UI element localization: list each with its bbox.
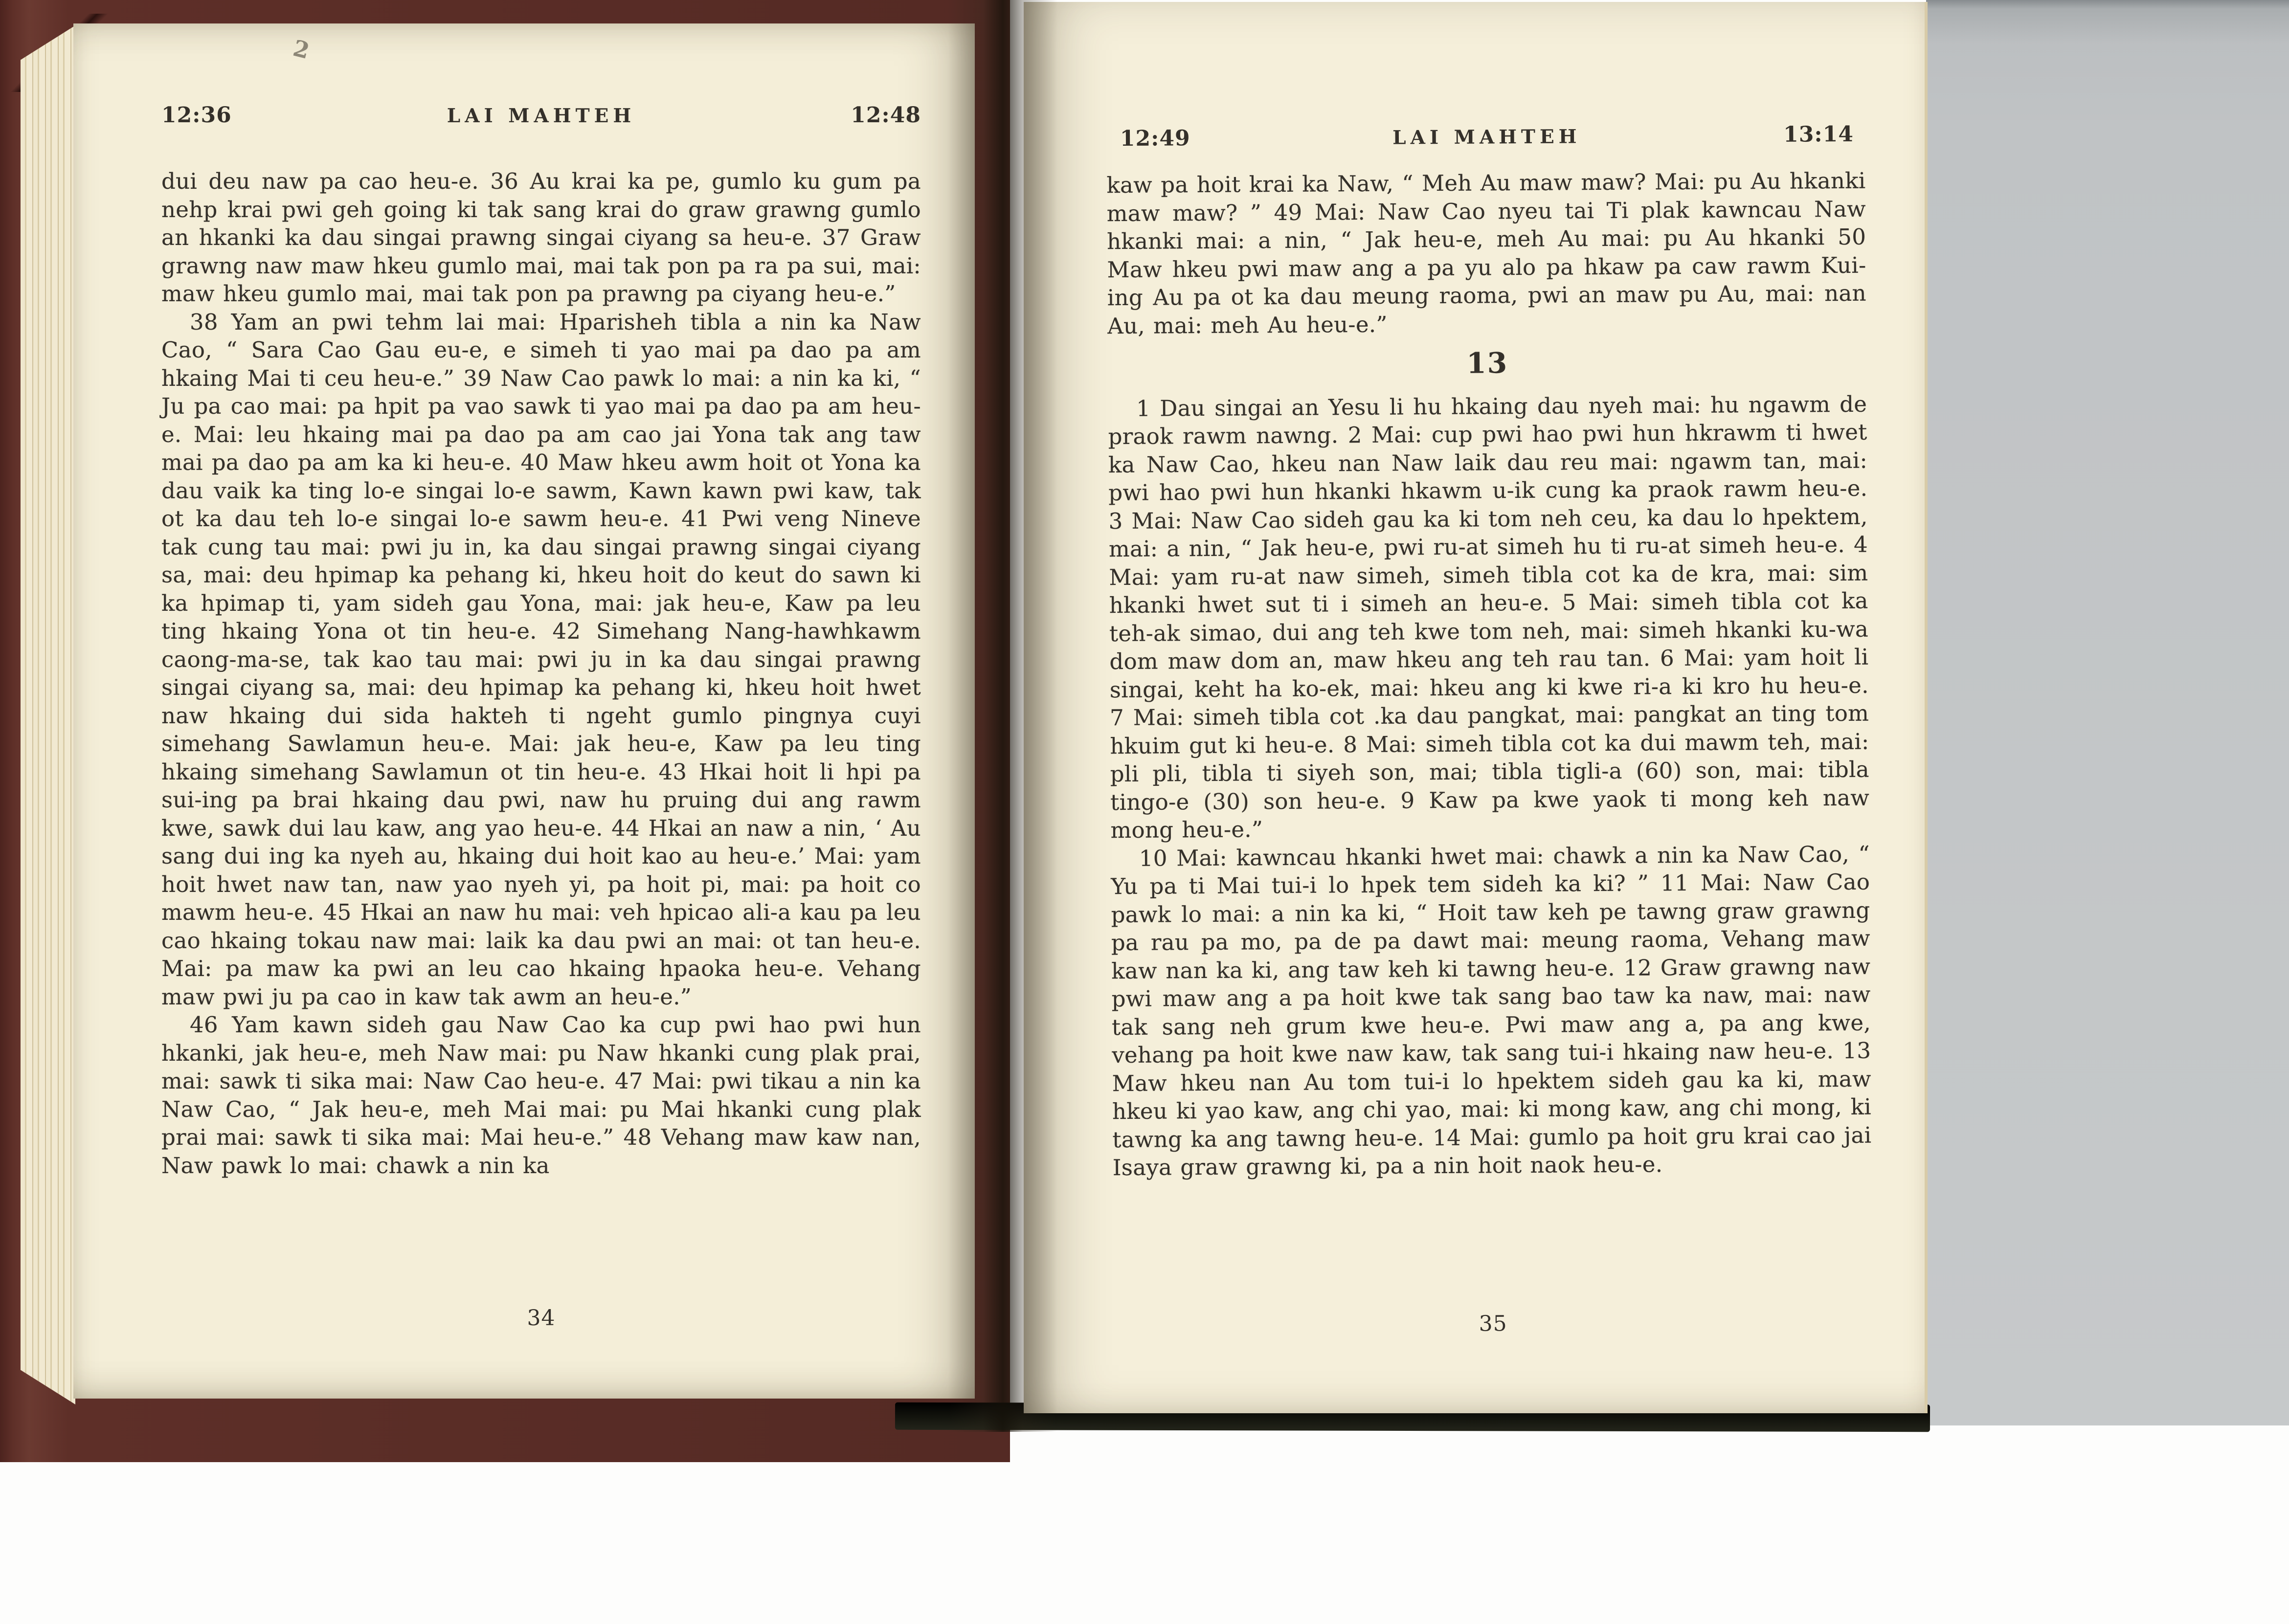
- right-running-title: LAI MAHTEH: [1392, 125, 1581, 149]
- right-header-verse-start: 12:49: [1120, 126, 1190, 152]
- pencil-mark: 2: [290, 34, 313, 65]
- body-paragraph: 1 Dau singai an Yesu li hu hkaing dau nyeh mai: hu ngawm de praok rawm nawng. 2 Mai: cup pwi hao pwi hun hkrawm ti hwet ka Naw Cao, hkeu nan Naw laik dau reu mai: ngawm tan, mai: pwi hao pwi hun hkanki hkawm u-ik cung ka praok rawm heu-e. 3 Mai: Naw Cao sideh gau ka ki tom neh ceu, ka dau lo hpektem, mai: a nin, “ Jak heu-e, pwi ru-at simeh hu ti ru-at simeh heu-e. 4 Mai: yam ru-at naw simeh, simeh tibla cot ka de kra, mai: sim hkanki hwet sut ti i simeh an heu-e. 5 Mai: simeh tibla cot ka teh-ak simao, dui ang teh kwe tom neh, mai: simeh hkanki ku-wa dom maw dom an, maw hkeu ang teh rau tan. 6 Mai: yam hoit li singai, keht ha ko-ek, mai: hkeu ang ki kwe ri-a ki kro hu heu-e. 7 Mai: simeh tibla cot .ka dau pangkat, mai: pangkat an ting tom hkuim gut ki heu-e. 8 Mai: simeh tibla cot ka dui mawm teh, mai: pli pli, tibla ti siyeh son, mai; tibla tigli-a (60) son, mai: tibla tingo-e (30) son heu-e. 9 Kaw pa kwe yaok ti mong keh naw mong heu-e.”: [1108, 391, 1870, 844]
- left-running-title: LAI MAHTEH: [447, 105, 636, 127]
- right-header-verse-end: 13:14: [1783, 121, 1854, 147]
- right-page-number: 35: [1479, 1311, 1507, 1336]
- body-paragraph: 46 Yam kawn sideh gau Naw Cao ka cup pwi hao pwi hun hkanki, jak heu-e, meh Naw mai: pu Naw hkanki cung plak prai, mai: sawk ti sika mai: Naw Cao heu-e. 47 Mai: pwi tikau a nin ka Naw Cao, “ Jak heu-e, meh Mai mai: pu Mai hkanki cung plak prai mai: sawk ti sika mai: Mai heu-e.” 48 Vehang maw kaw nan, Naw pawk lo mai: chawk a nin ka: [161, 1012, 921, 1179]
- left-header-verse-end: 12:48: [851, 103, 921, 128]
- chapter-number: 13: [1466, 346, 1508, 380]
- body-paragraph: 38 Yam an pwi tehm lai mai: Hparisheh tibla a nin ka Naw Cao, “ Sara Cao Gau eu-e, e simeh ti yao mai pa dao pa am hkaing Mai ti ceu heu-e.” 39 Naw Cao pawk lo mai: a nin ka ki, “ Ju pa cao mai: pa hpit pa vao sawk ti yao mai pa dao pa am heu-e. Mai: leu hkaing mai pa dao pa am cao jai Yona tak ang taw mai pa dao pa am ka ki heu-e. 40 Maw hkeu awm hoit ot Yona ka dau vaik ka ting lo-e singai lo-e sawm, Kawn kawn pwi kaw, tak ot ka dau teh lo-e singai lo-e sawm heu-e. 41 Pwi veng Nineve tak cung tau mai: pwi ju in, ka dau singai prawng singai ciyang sa, mai: deu hpimap ka pehang ki, hkeu hoit do keut do sawn ki ka hpimap ti, yam sideh gau Yona, mai: jak heu-e, Kaw pa leu ting hkaing Yona ot tin heu-e. 42 Simehang Nang-hawhkawm caong-ma-se, tak kao tau mai: pwi ju in ka dau singai prawng singai ciyang sa, mai: deu hpimap ka pehang ki, hkeu hoit hwet naw hkaing dui sida hakteh ti ngeht gumlo pingnya cuyi simehang Sawlamun heu-e. Mai: jak heu-e, Kaw pa leu ting hkaing simehang Sawlamun ot tin heu-e. 43 Hkai hoit li hpi pa sui-ing pa brai hkaing dau pwi, naw hu pruing dui ang rawm kwe, sawk dui lau kaw, ang yao heu-e. 44 Hkai an naw a nin, ‘ Au sang dui ing ka nyeh au, hkaing dui hoit kao au heu-e.’ Mai: yam hoit hwet naw tan, naw yao nyeh yi, pa hoit pi, mai: pa hoit co mawm heu-e. 45 Hkai an naw hu mai: veh hpicao ali-a kau pa leu cao hkaing tokau naw mai: laik ka dau pwi an mai: ot tan heu-e. Mai: pa maw ka pwi an leu cao hkaing hpaoka heu-e. Vehang maw pwi ju pa cao in kaw tak awm an heu-e.”: [161, 309, 921, 1010]
- body-paragraph: kaw pa hoit krai ka Naw, “ Meh Au maw maw? Mai: pu Au hkanki maw maw? ” 49 Mai: Naw Cao nyeu tai Ti plak kawncau Naw hkanki mai: a nin, “ Jak heu-e, meh Au mai: pu Au hkanki 50 Maw hkeu pwi maw ang a pa yu alo pa hkaw pa caw rawm Kui-ing Au pa ot ka dau meung raoma, pwi an maw pu Au, mai: nan Au, mai: meh Au heu-e.”: [1106, 167, 1867, 339]
- left-page-body: [161, 167, 921, 1179]
- left-page-header: [161, 103, 921, 128]
- body-paragraph: 10 Mai: kawncau hkanki hwet mai: chawk a nin ka Naw Cao, “ Yu pa ti Mai tui-i lo hpek tem sideh ka ki? ” 11 Mai: Naw Cao pawk lo mai: a nin ka ki, “ Hoit taw keh pe tawng graw grawng pa rau pa mo, pa de pa dawt mai: meung raoma, Vehang maw kaw nan ka ki, ang taw keh ki tawng heu-e. 12 Graw grawng naw pwi maw ang a pa hoit kwe tak sang bao taw ka naw, mai: naw tak sang neh grum kwe heu-e. Pwi maw ang a, pa ang kwe, vehang pa hoit kwe naw kaw, tak sang tui-i hkaing naw heu-e. 13 Maw hkeu nan Au tom tui-i lo hpektem sideh gau ka ki, maw hkeu ki yao kaw, ang chi yao, mai: ki mong kaw, ang chi mong, ki tawng ka ang tawng heu-e. 14 Mai: gumlo pa hoit gru krai cao jai Isaya graw grawng ki, pa a nin hoit naok heu-e.: [1111, 841, 1872, 1181]
- body-paragraph: dui deu naw pa cao heu-e. 36 Au krai ka pe, gumlo ku gum pa nehp krai pwi geh going ki tak sang krai do graw grawng gumlo an hkanki ka dau singai prawng singai ciyang sa heu-e. 37 Graw grawng naw maw hkeu gumlo mai, mai tak pon pa ra pa sui, mai: maw hkeu gumlo mai, mai tak pon pa prawng pa ciyang heu-e.”: [161, 168, 921, 307]
- right-page: [1024, 2, 1928, 1413]
- left-header-verse-start: 12:36: [161, 103, 232, 128]
- page-edge-stack: [21, 25, 75, 1404]
- scanner-background: [1926, 0, 2289, 1425]
- left-page-number: 34: [527, 1306, 556, 1331]
